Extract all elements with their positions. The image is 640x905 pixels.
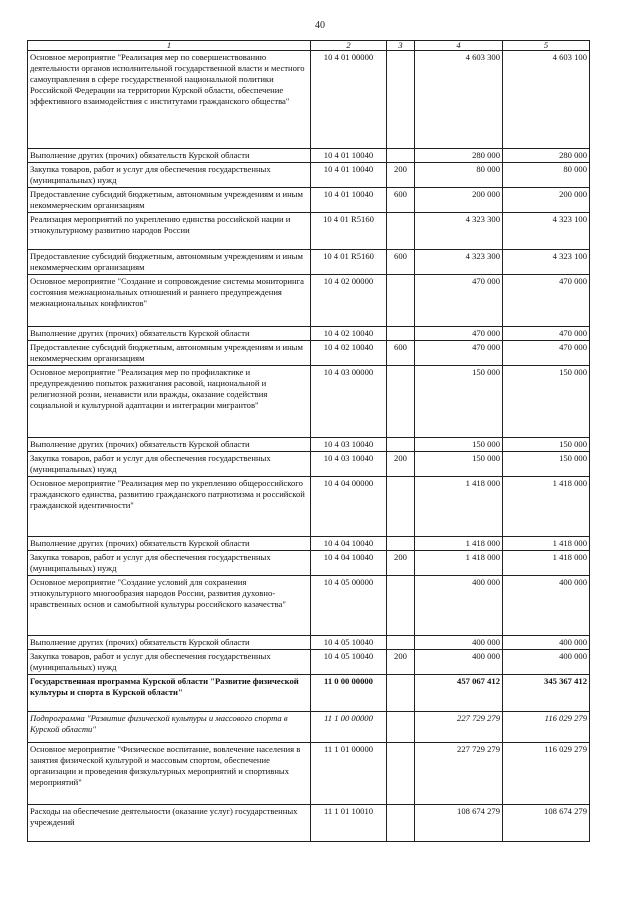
table-row	[28, 366, 590, 438]
table-row	[28, 250, 590, 275]
table-body	[28, 51, 590, 842]
row-expense-type-cell	[387, 576, 415, 636]
row-amount-year2-cell: 1 418 000	[503, 551, 590, 576]
row-name-cell: Предоставление субсидий бюджетным, автономным учреждениям и иным некоммерческим организациям	[28, 188, 311, 213]
row-expense-type-cell: 600	[387, 188, 415, 213]
row-amount-year1-cell: 80 000	[415, 163, 503, 188]
row-amount-year1-cell: 280 000	[415, 149, 503, 163]
row-expense-type-cell: 200	[387, 163, 415, 188]
row-amount-year1-cell: 150 000	[415, 438, 503, 452]
row-amount-year2-cell: 345 367 412	[503, 675, 590, 712]
table-row	[28, 675, 590, 712]
row-name-cell: Выполнение других (прочих) обязательств Курской области	[28, 438, 311, 452]
row-name-cell: Выполнение других (прочих) обязательств Курской области	[28, 327, 311, 341]
row-name-cell: Расходы на обеспечение деятельности (оказание услуг) государственных учреждений	[28, 805, 311, 842]
row-name-cell: Основное мероприятие "Реализация мер по совершенствованию деятельности органов исполнительной государственной власти и местного самоуправления в сфере государственной национальной политики Российской Федерации на территории Курской области, обеспечение эффективного взаимодействия с институтами гражданского общества"	[28, 51, 311, 149]
row-code-cell: 10 4 03 00000	[311, 366, 387, 438]
row-amount-year2-cell: 80 000	[503, 163, 590, 188]
row-name-cell: Закупка товаров, работ и услуг для обеспечения государственных (муниципальных) нужд	[28, 163, 311, 188]
row-name-cell: Закупка товаров, работ и услуг для обеспечения государственных (муниципальных) нужд	[28, 551, 311, 576]
row-amount-year2-cell: 400 000	[503, 636, 590, 650]
row-amount-year1-cell: 227 729 279	[415, 743, 503, 805]
row-name-cell: Закупка товаров, работ и услуг для обеспечения государственных (муниципальных) нужд	[28, 650, 311, 675]
row-amount-year2-cell: 1 418 000	[503, 537, 590, 551]
row-name-cell: Основное мероприятие "Создание и сопровождение системы мониторинга состояния межнациональных отношений и раннего предупреждения межнациональных конфликтов"	[28, 275, 311, 327]
row-expense-type-cell	[387, 537, 415, 551]
column-header: 2	[311, 41, 387, 51]
row-amount-year1-cell: 150 000	[415, 452, 503, 477]
row-expense-type-cell	[387, 327, 415, 341]
row-expense-type-cell	[387, 51, 415, 149]
row-amount-year2-cell: 108 674 279	[503, 805, 590, 842]
row-code-cell: 10 4 05 00000	[311, 576, 387, 636]
row-expense-type-cell	[387, 805, 415, 842]
row-code-cell: 10 4 03 10040	[311, 438, 387, 452]
row-amount-year1-cell: 150 000	[415, 366, 503, 438]
row-amount-year1-cell: 400 000	[415, 650, 503, 675]
row-code-cell: 11 1 00 00000	[311, 712, 387, 743]
row-amount-year1-cell: 470 000	[415, 341, 503, 366]
row-amount-year1-cell: 1 418 000	[415, 551, 503, 576]
budget-table	[27, 40, 590, 842]
row-code-cell: 10 4 04 10040	[311, 551, 387, 576]
row-name-cell: Выполнение других (прочих) обязательств Курской области	[28, 537, 311, 551]
row-expense-type-cell: 600	[387, 341, 415, 366]
row-code-cell: 10 4 01 00000	[311, 51, 387, 149]
row-amount-year2-cell: 150 000	[503, 438, 590, 452]
row-code-cell: 10 4 01 R5160	[311, 213, 387, 250]
row-expense-type-cell	[387, 477, 415, 537]
row-code-cell: 10 4 05 10040	[311, 650, 387, 675]
row-code-cell: 11 1 01 00000	[311, 743, 387, 805]
row-amount-year2-cell: 1 418 000	[503, 477, 590, 537]
row-code-cell: 10 4 02 00000	[311, 275, 387, 327]
row-amount-year2-cell: 116 029 279	[503, 743, 590, 805]
row-amount-year2-cell: 280 000	[503, 149, 590, 163]
row-amount-year2-cell: 150 000	[503, 366, 590, 438]
row-name-cell: Выполнение других (прочих) обязательств Курской области	[28, 636, 311, 650]
row-expense-type-cell	[387, 149, 415, 163]
row-code-cell: 10 4 01 10040	[311, 163, 387, 188]
row-amount-year1-cell: 4 603 300	[415, 51, 503, 149]
row-name-cell: Закупка товаров, работ и услуг для обеспечения государственных (муниципальных) нужд	[28, 452, 311, 477]
row-amount-year2-cell: 200 000	[503, 188, 590, 213]
row-amount-year1-cell: 457 067 412	[415, 675, 503, 712]
table-row	[28, 327, 590, 341]
column-header: 1	[28, 41, 311, 51]
row-amount-year2-cell: 400 000	[503, 576, 590, 636]
table-row	[28, 743, 590, 805]
row-name-cell: Основное мероприятие "Реализация мер по укреплению общероссийского гражданского единства, развитию гражданского патриотизма и российской гражданской идентичности"	[28, 477, 311, 537]
row-code-cell: 10 4 01 10040	[311, 149, 387, 163]
row-amount-year2-cell: 470 000	[503, 327, 590, 341]
row-amount-year1-cell: 108 674 279	[415, 805, 503, 842]
row-expense-type-cell	[387, 675, 415, 712]
row-expense-type-cell	[387, 275, 415, 327]
table-row	[28, 650, 590, 675]
row-amount-year1-cell: 1 418 000	[415, 477, 503, 537]
row-name-cell: Предоставление субсидий бюджетным, автономным учреждениям и иным некоммерческим организациям	[28, 250, 311, 275]
column-header: 3	[387, 41, 415, 51]
row-name-cell: Предоставление субсидий бюджетным, автономным учреждениям и иным некоммерческим организациям	[28, 341, 311, 366]
column-header: 5	[503, 41, 590, 51]
table-row	[28, 149, 590, 163]
row-code-cell: 10 4 03 10040	[311, 452, 387, 477]
table-row	[28, 341, 590, 366]
row-expense-type-cell	[387, 712, 415, 743]
column-header: 4	[415, 41, 503, 51]
row-amount-year2-cell: 4 323 100	[503, 213, 590, 250]
row-expense-type-cell	[387, 438, 415, 452]
row-expense-type-cell	[387, 636, 415, 650]
row-name-cell: Выполнение других (прочих) обязательств Курской области	[28, 149, 311, 163]
table-row	[28, 438, 590, 452]
table-row	[28, 477, 590, 537]
row-name-cell: Основное мероприятие "Создание условий для сохранения этнокультурного многообразия народов России, развития духовно-нравственных основ и самобытной культуры российского казачества"	[28, 576, 311, 636]
row-name-cell: Основное мероприятие "Физическое воспитание, вовлечение населения в занятия физической культурой и массовым спортом, обеспечение организации и проведения физкультурных мероприятий и спортивных мероприятий"	[28, 743, 311, 805]
row-code-cell: 11 1 01 10010	[311, 805, 387, 842]
row-name-cell: Государственная программа Курской области "Развитие физической культуры и спорта в Курской области"	[28, 675, 311, 712]
table-row	[28, 712, 590, 743]
table-row	[28, 636, 590, 650]
row-amount-year1-cell: 1 418 000	[415, 537, 503, 551]
row-amount-year1-cell: 400 000	[415, 576, 503, 636]
row-amount-year2-cell: 470 000	[503, 275, 590, 327]
row-code-cell: 10 4 02 10040	[311, 341, 387, 366]
table-row	[28, 163, 590, 188]
row-code-cell: 11 0 00 00000	[311, 675, 387, 712]
table-row	[28, 551, 590, 576]
table-row	[28, 452, 590, 477]
row-amount-year2-cell: 4 603 100	[503, 51, 590, 149]
row-expense-type-cell: 200	[387, 452, 415, 477]
row-code-cell: 10 4 01 10040	[311, 188, 387, 213]
table-row	[28, 537, 590, 551]
row-expense-type-cell: 600	[387, 250, 415, 275]
row-amount-year1-cell: 400 000	[415, 636, 503, 650]
row-code-cell: 10 4 01 R5160	[311, 250, 387, 275]
row-amount-year2-cell: 116 029 279	[503, 712, 590, 743]
row-amount-year2-cell: 470 000	[503, 341, 590, 366]
row-code-cell: 10 4 04 10040	[311, 537, 387, 551]
row-expense-type-cell: 200	[387, 551, 415, 576]
row-amount-year1-cell: 227 729 279	[415, 712, 503, 743]
row-code-cell: 10 4 05 10040	[311, 636, 387, 650]
table-row	[28, 51, 590, 149]
row-amount-year2-cell: 400 000	[503, 650, 590, 675]
row-code-cell: 10 4 02 10040	[311, 327, 387, 341]
row-code-cell: 10 4 04 00000	[311, 477, 387, 537]
table-row	[28, 275, 590, 327]
row-amount-year2-cell: 150 000	[503, 452, 590, 477]
table-row	[28, 805, 590, 842]
page-number: 40	[315, 20, 325, 31]
row-amount-year1-cell: 200 000	[415, 188, 503, 213]
row-expense-type-cell: 200	[387, 650, 415, 675]
table-row	[28, 188, 590, 213]
table-row	[28, 576, 590, 636]
row-amount-year1-cell: 470 000	[415, 275, 503, 327]
row-name-cell: Подпрограмма "Развитие физической культуры и массового спорта в Курской области"	[28, 712, 311, 743]
row-expense-type-cell	[387, 213, 415, 250]
row-expense-type-cell	[387, 366, 415, 438]
row-amount-year1-cell: 4 323 300	[415, 250, 503, 275]
row-name-cell: Основное мероприятие "Реализация мер по профилактике и предупреждению попыток разжигания расовой, национальной и религиозной розни, ненависти или вражды, оказание содействия социальной и культурной адаптации и интеграции мигрантов"	[28, 366, 311, 438]
row-amount-year1-cell: 4 323 300	[415, 213, 503, 250]
table-row	[28, 213, 590, 250]
row-amount-year1-cell: 470 000	[415, 327, 503, 341]
row-name-cell: Реализация мероприятий по укреплению единства российской нации и этнокультурному развитию народов России	[28, 213, 311, 250]
column-number-row	[28, 41, 590, 51]
row-amount-year2-cell: 4 323 100	[503, 250, 590, 275]
row-expense-type-cell	[387, 743, 415, 805]
